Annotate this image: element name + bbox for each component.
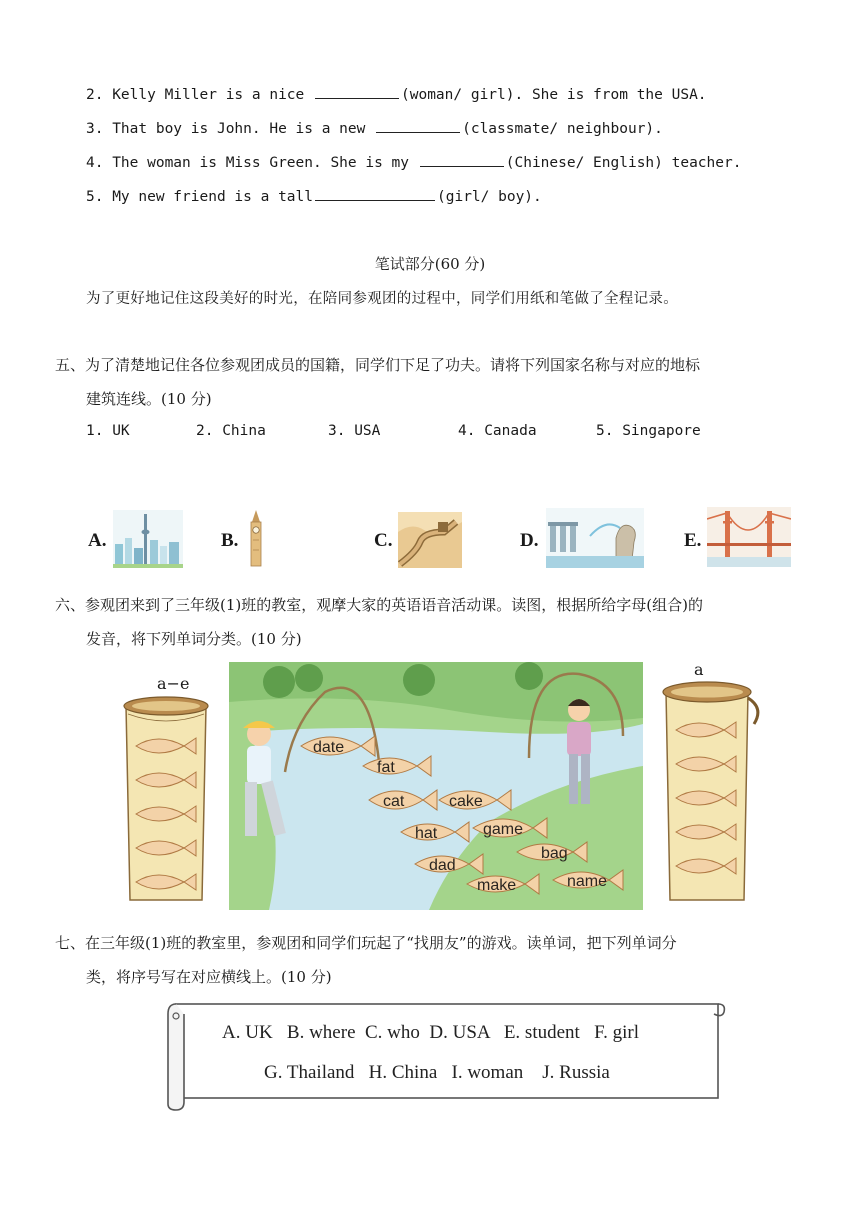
country-option-singapore[interactable]: 5. Singapore — [596, 423, 701, 439]
landmark-label-c: C. — [374, 530, 393, 551]
landmark-label-d: D. — [520, 530, 539, 551]
country-option-usa[interactable]: 3. USA — [328, 423, 381, 439]
fish-word-make[interactable]: make — [477, 877, 517, 894]
landmark-label-b: B. — [221, 530, 239, 551]
right-fish-basket[interactable] — [656, 678, 764, 906]
answer-blank[interactable] — [376, 118, 460, 133]
country-option-china[interactable]: 2. China — [196, 423, 266, 439]
merlion-image[interactable] — [546, 508, 644, 568]
section7-heading: 七、在三年级(1)班的教室里，参观团和同学们玩起了“找朋友”的游戏。读单词，把下列单词分 — [55, 934, 677, 952]
answer-blank[interactable] — [315, 186, 435, 201]
fish-word-fat[interactable]: fat — [377, 759, 395, 776]
country-option-uk[interactable]: 1. UK — [86, 423, 130, 439]
answer-blank[interactable] — [420, 152, 504, 167]
scroll-word-list-line2: G. Thailand H. China I. woman J. Russia — [264, 1062, 610, 1083]
question-5: 5. My new friend is a tall (girl/ boy). — [86, 186, 542, 205]
country-option-canada[interactable]: 4. Canada — [458, 423, 537, 439]
answer-blank[interactable] — [315, 84, 399, 99]
fishing-scene — [229, 662, 643, 910]
section5-heading: 五、为了清楚地记住各位参观团成员的国籍，同学们下足了功夫。请将下列国家名称与对应的地标 — [55, 356, 701, 374]
scroll-word-list-line1: A. UK B. where C. who D. USA E. student F. girl — [222, 1022, 639, 1043]
written-part-intro: 为了更好地记住这段美好的时光，在陪同参观团的过程中，同学们用纸和笔做了全程记录。 — [86, 291, 678, 307]
big-ben-image[interactable] — [243, 510, 269, 568]
golden-gate-bridge-image[interactable] — [707, 507, 791, 567]
landmark-label-a: A. — [88, 530, 107, 551]
left-fish-basket[interactable] — [118, 694, 214, 906]
written-part-title: 笔试部分(60 分) — [374, 255, 486, 273]
question-4: 4. The woman is Miss Green. She is my (Chinese/ English) teacher. — [86, 152, 741, 171]
fish-word-cake[interactable]: cake — [449, 793, 483, 810]
fish-word-game[interactable]: game — [483, 821, 524, 838]
section7-heading-cont: 类，将序号写在对应横线上。(10 分) — [86, 968, 332, 986]
word-scroll — [166, 996, 726, 1112]
fish-word-dad[interactable]: dad — [429, 857, 456, 874]
toronto-skyline-image[interactable] — [113, 510, 183, 568]
section6-heading-cont: 发音，将下列单词分类。(10 分) — [86, 630, 302, 648]
section5-heading-cont: 建筑连线。(10 分) — [86, 390, 212, 408]
left-basket-label: a−e — [157, 674, 190, 693]
question-2: 2. Kelly Miller is a nice (woman/ girl). She is from the USA. — [86, 84, 707, 103]
fish-word-bag[interactable]: bag — [541, 845, 568, 862]
fish-word-cat[interactable]: cat — [383, 793, 405, 810]
fish-word-date[interactable]: date — [313, 739, 345, 756]
great-wall-image[interactable] — [398, 512, 462, 568]
section6-heading: 六、参观团来到了三年级(1)班的教室，观摩大家的英语语音活动课。读图，根据所给字母(组合)的 — [55, 596, 703, 614]
right-basket-label: a — [694, 660, 704, 679]
landmark-label-e: E. — [684, 530, 702, 551]
fish-word-hat[interactable]: hat — [415, 825, 438, 842]
fish-word-name[interactable]: name — [567, 873, 608, 890]
question-3: 3. That boy is John. He is a new (classmate/ neighbour). — [86, 118, 663, 137]
